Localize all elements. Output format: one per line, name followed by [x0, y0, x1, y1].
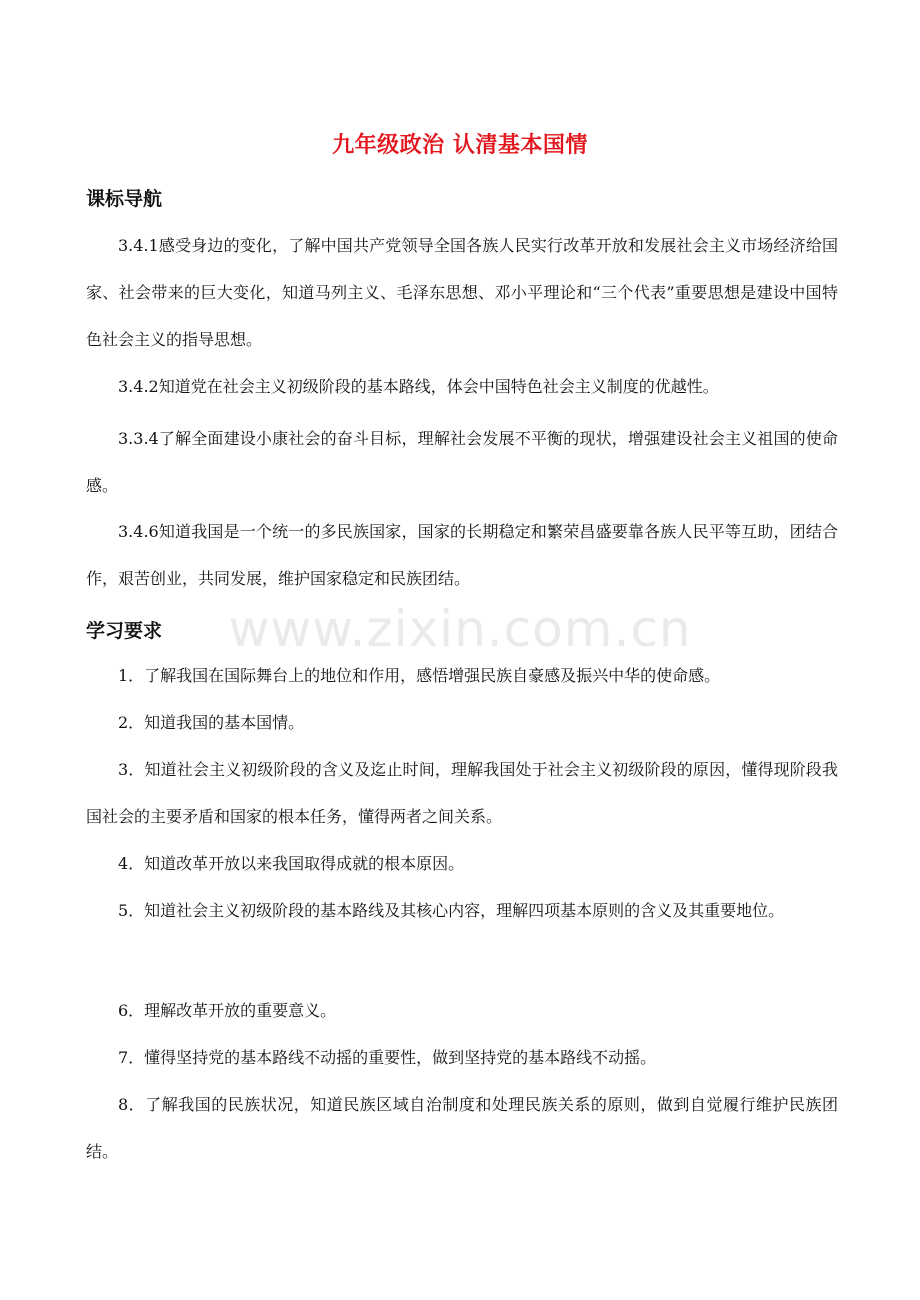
- paragraph: 6．理解改革开放的重要意义。: [118, 1001, 337, 1020]
- paragraph: 3．知道社会主义初级阶段的含义及迄止时间，理解我国处于社会主义初级阶段的原因，懂得现阶段我国社会的主要矛盾和国家的根本任务，懂得两者之间关系。: [86, 760, 838, 826]
- document-title: 九年级政治 认清基本国情: [332, 133, 588, 158]
- paragraph: 3.4.6知道我国是一个统一的多民族国家，国家的长期稳定和繁荣昌盛要靠各族人民平等互助，团结合作，艰苦创业，共同发展，维护国家稳定和民族团结。: [86, 522, 838, 588]
- section-heading-curriculum: 课标导航: [86, 188, 163, 210]
- watermark: www.zixin.com.cn: [228, 600, 692, 658]
- paragraph: 8．了解我国的民族状况，知道民族区域自治制度和处理民族关系的原则，做到自觉履行维护民族团结。: [86, 1095, 838, 1161]
- paragraph: 3.4.2知道党在社会主义初级阶段的基本路线，体会中国特色社会主义制度的优越性。: [118, 377, 719, 396]
- paragraph: 4．知道改革开放以来我国取得成就的根本原因。: [118, 854, 465, 873]
- paragraph: 3.3.4了解全面建设小康社会的奋斗目标，理解社会发展不平衡的现状，增强建设社会主义祖国的使命感。: [86, 429, 838, 495]
- paragraph: 3.4.1感受身边的变化，了解中国共产党领导全国各族人民实行改革开放和发展社会主义市场经济给国家、社会带来的巨大变化，知道马列主义、毛泽东思想、邓小平理论和“三个代表”重要思想是建设中国特色社会主义的指导思想。: [86, 236, 838, 349]
- paragraph: 7．懂得坚持党的基本路线不动摇的重要性，做到坚持党的基本路线不动摇。: [118, 1048, 657, 1067]
- paragraph: 1．了解我国在国际舞台上的地位和作用，感悟增强民族自豪感及振兴中华的使命感。: [118, 666, 721, 685]
- paragraph: 2．知道我国的基本国情。: [118, 713, 305, 732]
- section-heading-requirements: 学习要求: [86, 620, 163, 642]
- paragraph: 5．知道社会主义初级阶段的基本路线及其核心内容，理解四项基本原则的含义及其重要地位。: [118, 901, 785, 920]
